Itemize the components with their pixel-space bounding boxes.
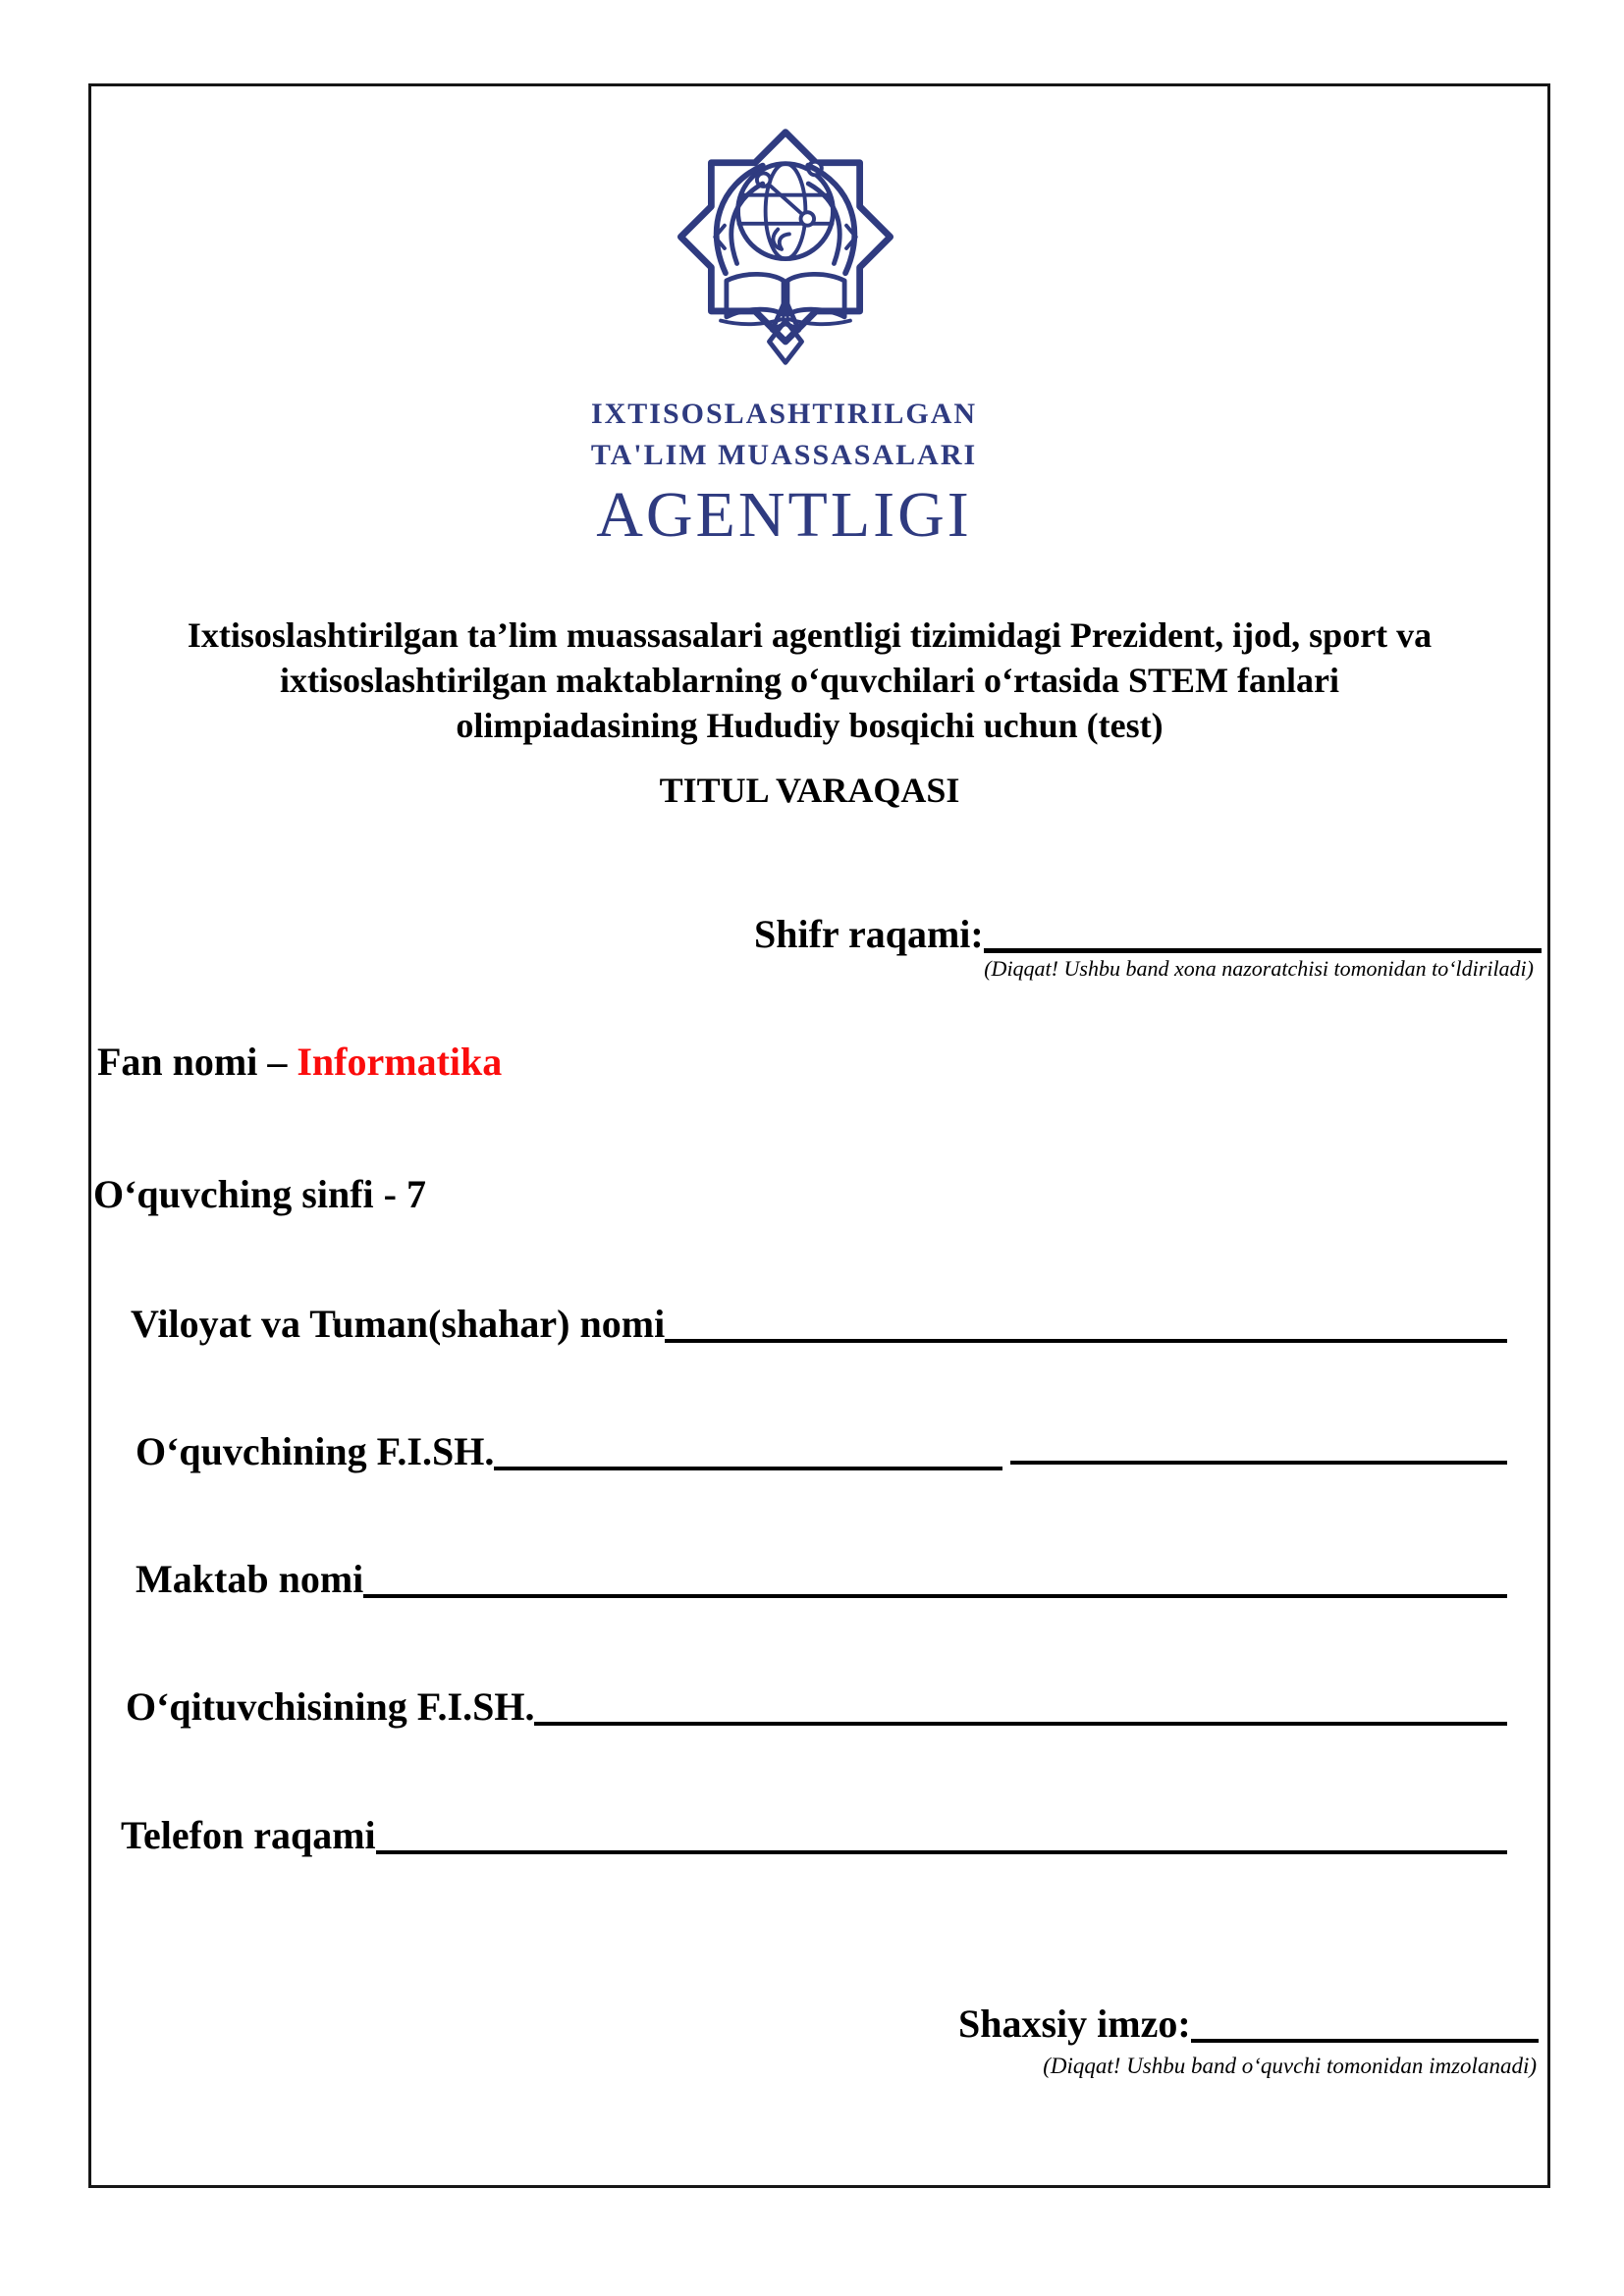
field-student-name — [135, 1428, 1507, 1475]
page-border-frame — [88, 83, 1550, 2188]
agency-name — [56, 394, 1512, 551]
field-phone-number-label: Telefon raqami — [121, 1813, 376, 1857]
subject-value: Informatika — [297, 1040, 503, 1084]
grade-row: Oʻquvching sinfi - 7 — [93, 1172, 426, 1216]
signature-note: (Diqqat! Ushbu band oʻquvchi tomonidan imzolanadi) — [1043, 2054, 1537, 2078]
field-teacher-name-label: Oʻqituvchisining F.I.SH. — [126, 1684, 535, 1729]
field-school-name — [135, 1556, 1507, 1603]
cipher-number-row — [754, 911, 1542, 958]
field-school-name-label: Maktab nomi — [135, 1557, 364, 1601]
field-teacher-name — [126, 1683, 1507, 1731]
signature-blank-line — [1191, 2039, 1539, 2043]
document-title-line1: Ixtisoslashtirilgan ta’lim muassasalari agentligi tizimidagi Prezident, ijod, sport va — [187, 615, 1433, 655]
signature-label: Shaxsiy imzo: — [958, 2002, 1191, 2046]
field-student-name-label: Oʻquvchining F.I.SH. — [135, 1429, 495, 1473]
agency-name-line3: AGENTLIGI — [596, 479, 972, 551]
field-region-district — [131, 1301, 1507, 1348]
subject-separator: – — [267, 1040, 288, 1084]
signature-row — [958, 2001, 1539, 2048]
field-student-name-blank-line-1 — [494, 1467, 1002, 1470]
agency-name-line1: IXTISOSLASHTIRILGAN — [590, 398, 978, 430]
field-phone-number-blank-line — [376, 1850, 1507, 1854]
document-subtitle: TITUL VARAQASI — [659, 771, 960, 810]
subject-row — [97, 1039, 502, 1086]
agency-name-line2: TA'LIM MUASSASALARI — [590, 439, 978, 471]
field-school-name-blank-line — [363, 1594, 1507, 1598]
subject-label: Fan nomi — [97, 1040, 258, 1084]
cipher-number-label: Shifr raqami: — [754, 912, 984, 956]
agency-emblem-icon — [671, 123, 900, 372]
field-region-district-label: Viloyat va Tuman(shahar) nomi — [131, 1302, 666, 1346]
field-student-name-blank-line-2 — [1010, 1461, 1507, 1465]
field-phone-number — [121, 1812, 1507, 1859]
cipher-number-blank-line — [984, 948, 1542, 953]
document-title — [81, 613, 1538, 748]
document-title-line3: olimpiadasining Hududiy bosqichi uchun (test) — [456, 706, 1164, 745]
cipher-number-note: (Diqqat! Ushbu band xona nazoratchisi tomonidan toʻldiriladi) — [984, 956, 1534, 981]
document-title-line2: ixtisoslashtirilgan maktablarning oʻquvchilari oʻrtasida STEM fanlari — [279, 661, 1340, 700]
field-teacher-name-blank-line — [534, 1722, 1507, 1726]
field-region-district-blank-line — [665, 1339, 1507, 1343]
